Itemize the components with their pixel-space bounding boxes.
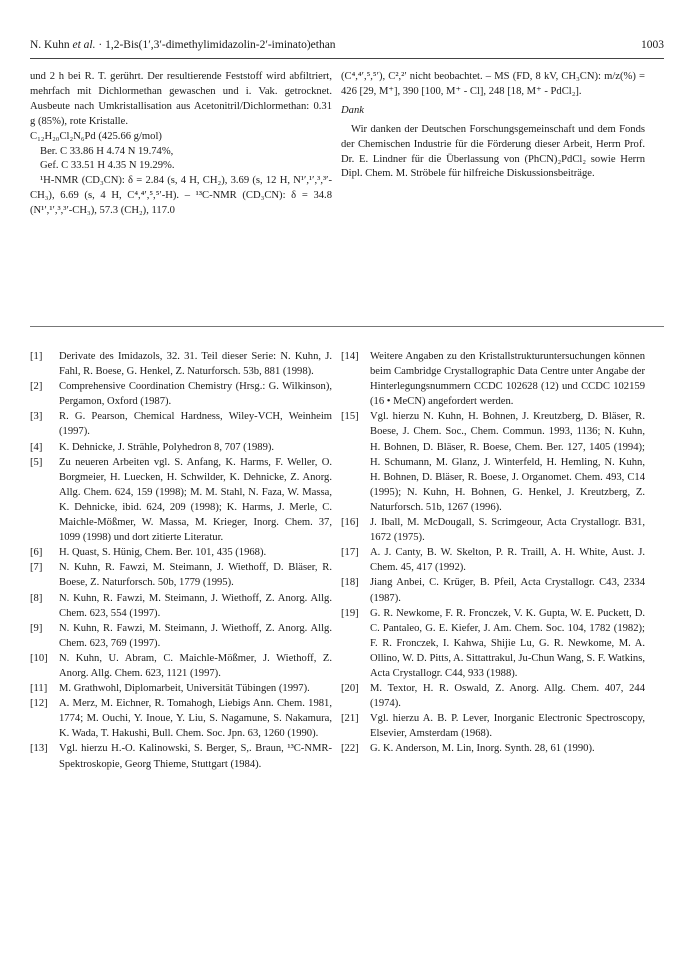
reference-item [341, 681, 645, 711]
reference-item [30, 455, 332, 546]
reference-item [30, 379, 332, 409]
reference-number: [4] [30, 441, 43, 453]
reference-text: A. Merz, M. Eichner, R. Tomahogh, Liebigs Ann. Chem. 1981, 1774; M. Ouchi, Y. Inoue, Y. Liu, S. Nagamune, S. Nakamura, K. Wada, T. Hakushi, Bull. Chem. Soc. Jpn. 63, 1260 (1990). [59, 698, 332, 740]
reference-item [341, 515, 645, 545]
reference-number: [11] [30, 683, 48, 695]
reference-item [30, 696, 332, 741]
reference-text: M. Grathwohl, Diplomarbeit, Universität Tübingen (1997). [59, 683, 310, 695]
reference-number: [18] [341, 577, 359, 589]
reference-number: [17] [341, 547, 359, 559]
reference-number: [14] [341, 351, 359, 362]
reference-text: Jiang Anbei, C. Krüger, B. Pfeil, Acta Crystallogr. C43, 2334 (1987). [370, 577, 645, 604]
reference-text: M. Textor, H. R. Oswald, Z. Anorg. Allg. Chem. 407, 244 (1974). [370, 683, 645, 710]
reference-text: Zu neueren Arbeiten vgl. S. Anfang, K. Harms, F. Weller, O. Borgmeier, H. Luecken, H. Schwilder, K. Dehnicke, Z. Anorg. Allg. Chem. 624, 159 (1998); M. M. Stahl, N. Faza, W. Massa, K. Dehnicke, ibid. 624, 209 (1998); K. Harms, J. Merle, C. Maichle-Mößmer, W. Massa, M. Krieger, Inorg. Chem. 37, 1099 (1998) und dort zitierte Literatur. [59, 456, 332, 544]
reference-text: Comprehensive Coordination Chemistry (Hrsg.: G. Wilkinson), Pergamon, Oxford (1987). [59, 381, 332, 408]
page-number: 1003 [641, 39, 664, 51]
nmr-data: ¹H-NMR (CD₃CN): δ = 2.84 (s, 4 H, CH₂), 3.69 (s, 12 H, N¹′,¹′,³,³′-CH₃), 6.69 (s, 4 H, C⁴,⁴′,⁵,⁵′-H). – ¹³C-NMR (CD₃CN): δ = 34.8 (N¹′,¹′,³,³′-CH₃), 57.3 (CH₂), 117.0 [30, 175, 332, 217]
reference-number: [9] [30, 622, 43, 634]
reference-number: [10] [30, 652, 48, 664]
reference-text: Weitere Angaben zu den Kristallstrukturuntersuchungen können beim Cambridge Crystallographic Data Centre unter Angabe der Hinterlegungsnummern CCDC 102628 (12) und CCDC 102159 (16 • MeCN) angefordert werden. [370, 351, 645, 408]
reference-text: K. Dehnicke, J. Strähle, Polyhedron 8, 707 (1989). [59, 441, 275, 453]
reference-text: G. K. Anderson, M. Lin, Inorg. Synth. 28, 61 (1990). [370, 743, 595, 755]
reference-item [30, 591, 332, 621]
references-column-left [30, 349, 332, 772]
running-title [30, 39, 336, 51]
experimental-paragraph: und 2 h bei R. T. gerührt. Der resultierende Feststoff wird abfiltriert, mehrfach mit Dichlormethan gewaschen und i. Vak. getrocknet. Ausbeute nach Umkristallisation aus Acetonitril/Dichlormethan: 0.31 g (85%), rote Kristalle. [30, 71, 332, 127]
reference-text: H. Quast, S. Hünig, Chem. Ber. 101, 435 (1968). [59, 547, 267, 559]
reference-item [30, 349, 332, 379]
reference-text: Vgl. hierzu A. B. P. Lever, Inorganic Electronic Spectroscopy, Elsevier, Amsterdam (1968). [370, 713, 645, 740]
references-column-right [341, 349, 645, 757]
reference-text: N. Kuhn, R. Fawzi, M. Steimann, J. Wiethoff, Z. Anorg. Allg. Chem. 623, 769 (1997). [59, 622, 332, 649]
reference-item [341, 711, 645, 741]
header-article-title: · 1,2-Bis(1′,3′-dimethylimidazolin-2′-iminato)ethan [95, 39, 336, 51]
reference-item [341, 349, 645, 409]
header-authors: N. Kuhn [30, 39, 73, 51]
reference-number: [22] [341, 743, 359, 755]
reference-number: [13] [30, 743, 48, 755]
reference-number: [1] [30, 351, 43, 362]
reference-text: R. G. Pearson, Chemical Hardness, Wiley-VCH, Weinheim (1997). [59, 411, 332, 438]
reference-item [30, 651, 332, 681]
references-divider [30, 326, 664, 327]
reference-text: Derivate des Imidazols, 32. 31. Teil dieser Serie: N. Kuhn, J. Fahl, R. Boese, G. Henkel, Z. Naturforsch. 53b, 881 (1998). [59, 351, 332, 378]
reference-number: [20] [341, 683, 359, 695]
reference-text: A. J. Canty, B. W. Skelton, P. R. Traill, A. H. White, Aust. J. Chem. 45, 417 (1992). [370, 547, 645, 574]
reference-item [341, 409, 645, 515]
reference-item [30, 409, 332, 439]
reference-number: [15] [341, 411, 359, 423]
reference-number: [5] [30, 456, 43, 468]
nmr-ms-data: (C⁴,⁴′,⁵,⁵′), C²,²′ nicht beobachtet. – MS (FD, 8 kV, CH₃CN): m/z(%) = 426 [29, M⁺], 390 [100, M⁺ - Cl], 248 [18, M⁺ - PdCl₂]. [341, 71, 645, 97]
reference-number: [19] [341, 607, 359, 619]
elemental-calculated: Ber. C 33.86 H 4.74 N 19.74%, [40, 145, 174, 157]
acknowledgement-text: Wir danken der Deutschen Forschungsgemeinschaft und dem Fonds der Chemischen Industrie für die Förderung dieser Arbeit, Herrn Prof. Dr. E. Lindner für die Überlassung von (PhCN)₂PdCl₂ sowie Herrn Dipl. Chem. M. Ströbele für hilfreiche Diskussionsbeiträge. [341, 123, 645, 180]
reference-text: N. Kuhn, R. Fawzi, M. Steimann, J. Wiethoff, Z. Anorg. Allg. Chem. 623, 554 (1997). [59, 592, 332, 619]
reference-text: G. R. Newkome, F. R. Fronczek, V. K. Gupta, W. E. Puckett, D. C. Pantaleo, G. E. Kiefer, J. Am. Chem. Soc. 104, 1782 (1982); F. R. Fronczek, I. Kahwa, Shijie Lu, G. R. Newkome, M. A. Ollino, W. D. Pitts, A. Sittattrakul, Ju-Chun Wang, S. F. Watkins, Acta Crystallogr. C44, 933 (1988). [370, 607, 645, 679]
header-et-al: et al. [72, 39, 96, 51]
reference-number: [8] [30, 592, 43, 604]
reference-number: [12] [30, 698, 48, 710]
elemental-found: Gef. C 33.51 H 4.35 N 19.29%. [40, 160, 175, 172]
reference-item [30, 681, 332, 696]
reference-item [30, 741, 332, 771]
reference-number: [7] [30, 562, 43, 574]
experimental-column-left [30, 70, 332, 219]
reference-item [341, 741, 645, 756]
experimental-column-right [341, 70, 645, 182]
elemental-formula: C₁₂H₂₀Cl₂N₆Pd (425.66 g/mol) [30, 130, 162, 142]
reference-number: [16] [341, 517, 359, 529]
reference-text: Vgl. hierzu H.-O. Kalinowski, S. Berger, S,. Braun, ¹³C-NMR-Spektroskopie, Georg Thieme, Stuttgart (1984). [59, 743, 332, 770]
reference-text: J. Iball, M. McDougall, S. Scrimgeour, Acta Crystallogr. B31, 1672 (1975). [370, 517, 645, 544]
running-header [30, 39, 664, 57]
reference-text: N. Kuhn, U. Abram, C. Maichle-Mößmer, J. Wiethoff, Z. Anorg. Allg. Chem. 623, 1121 (1997). [59, 652, 332, 679]
reference-item [30, 621, 332, 651]
reference-item [341, 606, 645, 681]
reference-item [30, 440, 332, 455]
acknowledgement-heading: Dank [341, 104, 364, 116]
reference-item [341, 545, 645, 575]
reference-number: [2] [30, 381, 43, 393]
reference-item [341, 575, 645, 605]
reference-number: [6] [30, 547, 43, 559]
reference-item [30, 560, 332, 590]
header-rule [30, 58, 664, 59]
reference-number: [3] [30, 411, 43, 423]
reference-number: [21] [341, 713, 359, 725]
reference-text: N. Kuhn, R. Fawzi, M. Steimann, J. Wiethoff, D. Bläser, R. Boese, Z. Naturforsch. 50b, 1779 (1995). [59, 562, 332, 589]
reference-text: Vgl. hierzu N. Kuhn, H. Bohnen, J. Kreutzberg, D. Bläser, R. Boese, J. Chem. Soc., Chem. Commun. 1993, 1136; N. Kuhn, H. Bohnen, D. Bläser, R. Boese, Chem. Ber. 127, 1405 (1994); H. Schumann, M. Glanz, J. Winterfeld, H. Hemling, N. Kuhn, H. Bohnen, D. Bläser, R. Boese, J. Organomet. Chem. 493, C14 (1995); N. Kuhn, H. Bohnen, G. Henkel, J. Kreutzberg, Z. Naturforsch. 51b, 1267 (1996). [370, 411, 645, 513]
reference-item [30, 545, 332, 560]
